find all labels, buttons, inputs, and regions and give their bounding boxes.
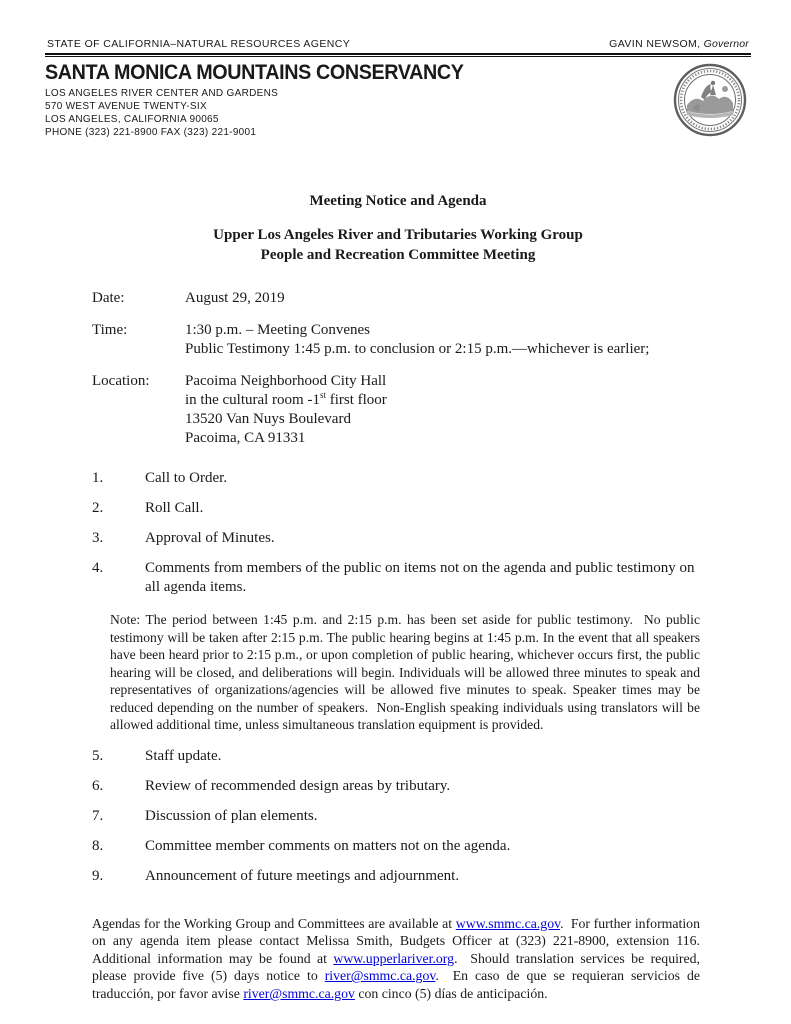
address-line: 570 WEST AVENUE TWENTY-SIX: [45, 101, 207, 112]
location-line-2: [185, 391, 700, 410]
agenda-item-7: [92, 807, 700, 826]
time-value: [185, 321, 700, 359]
location-line-2-rest: first floor: [325, 392, 387, 408]
agenda-item-text: Committee member comments on matters not on the agenda.: [145, 837, 511, 854]
agenda-item-number: 9.: [92, 867, 104, 884]
letterhead-topline: [45, 38, 751, 53]
location-line-2-text: in the cultural room -1: [185, 392, 320, 408]
agenda-item-number: 6.: [92, 777, 104, 794]
agenda-item-text: Comments from members of the public on items not on the agenda and public testimony on all agenda items.: [145, 560, 695, 595]
agenda-item-number: 4.: [92, 560, 104, 576]
location-label: Location:: [92, 373, 150, 389]
double-rule-divider: [45, 53, 751, 57]
agenda-list: [92, 469, 704, 886]
subtitle-line-2: People and Recreation Committee Meeting: [260, 247, 536, 263]
address-line: LOS ANGELES, CALIFORNIA 90065: [45, 114, 219, 125]
governor-line: [609, 38, 749, 50]
agenda-item-number: 3.: [92, 530, 104, 546]
agenda-item-9: [92, 867, 700, 886]
ordinal-superscript: st: [319, 390, 326, 400]
location-line-4: Pacoima, CA 91331: [185, 430, 306, 446]
california-state-seal-icon: [673, 63, 747, 142]
agenda-item-2: [92, 499, 700, 518]
link-river-email-spanish[interactable]: river@smmc.ca.gov: [243, 985, 355, 1001]
organization-address: [45, 87, 490, 139]
time-row: [92, 321, 700, 359]
footer-paragraph: [92, 915, 707, 1003]
agenda-item-text: Roll Call.: [145, 500, 204, 516]
footer-text: . En caso de que se requieran servicios de traducción, por favor avise: [92, 968, 704, 1001]
location-value: [185, 372, 700, 448]
organization-name: SANTA MONICA MOUNTAINS CONSERVANCY: [45, 61, 464, 84]
document-subtitle: [45, 225, 751, 265]
governor-name: GAVIN NEWSOM,: [609, 38, 701, 50]
agenda-item-text: Announcement of future meetings and adjournment.: [145, 867, 460, 884]
time-line-2: Public Testimony 1:45 p.m. to conclusion or 2:15 p.m.—whichever is earlier;: [185, 341, 650, 357]
agenda-item-number: 7.: [92, 807, 104, 824]
address-line: PHONE (323) 221-8900 FAX (323) 221-9001: [45, 127, 257, 138]
meeting-info: [92, 289, 700, 448]
agenda-item-5: [92, 747, 700, 766]
agenda-item-1: [92, 469, 700, 488]
footer-text: . Should translation services be required, please provide five (5) days notice to: [92, 950, 704, 984]
agenda-item-text: Discussion of plan elements.: [145, 807, 318, 824]
agenda-item-number: 8.: [92, 837, 104, 854]
document-title: Meeting Notice and Agenda: [309, 193, 487, 209]
address-line: LOS ANGELES RIVER CENTER AND GARDENS: [45, 88, 279, 99]
link-upperlariver-website[interactable]: www.upperlariver.org: [333, 950, 455, 966]
agenda-item-8: [92, 837, 700, 856]
agenda-item-3: [92, 529, 700, 548]
location-line-3: 13520 Van Nuys Boulevard: [185, 411, 351, 427]
governor-title: Governor: [700, 38, 749, 50]
agenda-item-text: Approval of Minutes.: [145, 530, 275, 546]
time-label: Time:: [92, 322, 128, 338]
agenda-item-number: 1.: [92, 470, 104, 486]
public-testimony-note: Note: The period between 1:45 p.m. and 2:15 p.m. has been set aside for public testimony. No public testimony will be taken after 2:15 p.m. The public hearing begins at 1:45 p.m. In the event that all speakers have been heard prior to 2:15 p.m., or upon completion of public hearing, whichever occurs first, the public hearing will be closed, and deliberations will begin. Individuals will be allowed three minutes to speak and representatives of organizations/agencies will be allowed five minutes to speak. Speaker times may be reduced depending on the number of speakers. Non-English speaking individuals using translators will be allowed additional time, unless simultaneous translation equipment is provided.: [110, 612, 704, 732]
location-line-1: Pacoima Neighborhood City Hall: [185, 373, 387, 389]
date-row: [92, 289, 700, 308]
agenda-item-6: [92, 777, 700, 796]
document-body: [92, 289, 704, 886]
letterhead-text-block: [45, 61, 490, 139]
time-line-1: 1:30 p.m. – Meeting Convenes: [185, 322, 370, 338]
footer-text: con cinco (5) días de anticipación.: [354, 985, 548, 1001]
agency-line: STATE OF CALIFORNIA–NATURAL RESOURCES AGENCY: [47, 38, 351, 50]
link-smmc-website[interactable]: www.smmc.ca.gov: [455, 915, 561, 931]
letterhead: [45, 61, 751, 157]
agenda-item-4: [92, 559, 700, 597]
title-block: [45, 193, 751, 265]
date-value: August 29, 2019: [185, 290, 285, 306]
date-label: Date:: [92, 290, 125, 306]
agenda-item-text: Call to Order.: [145, 470, 228, 486]
footer-text: . For further information on any agenda item please contact Melissa Smith, Budgets Officer at (323) 221-8900, extension 116. Additional information may be found at: [92, 915, 707, 966]
agenda-item-number: 5.: [92, 747, 104, 764]
agenda-item-text: Staff update.: [145, 747, 222, 764]
link-river-email[interactable]: river@smmc.ca.gov: [324, 968, 436, 984]
footer-text: Agendas for the Working Group and Committees are available at: [92, 915, 456, 931]
agenda-item-number: 2.: [92, 500, 104, 516]
agenda-item-text: Review of recommended design areas by tributary.: [145, 777, 451, 794]
location-row: [92, 372, 700, 448]
subtitle-line-1: Upper Los Angeles River and Tributaries Working Group: [213, 227, 583, 243]
